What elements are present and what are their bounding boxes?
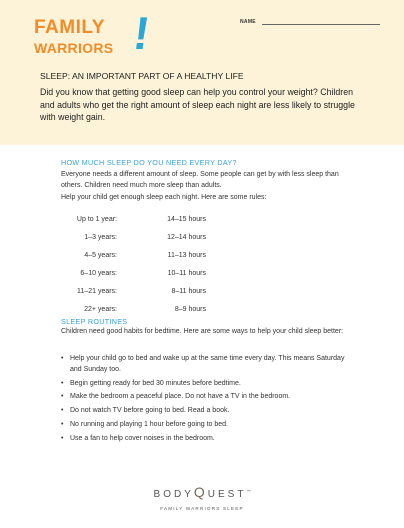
page-subtitle: SLEEP: AN IMPORTANT PART OF A HEALTHY LIFE	[40, 71, 244, 81]
section2-paragraph: Children need good habits for bedtime. Here are some ways to help your child sleep better:	[61, 328, 344, 335]
sleep-hours-table	[61, 216, 221, 325]
section-heading-sleep-amount: HOW MUCH SLEEP DO YOU NEED EVERY DAY?	[61, 158, 237, 167]
logo-exclamation: !	[130, 7, 153, 59]
bullet-icon: •	[61, 393, 64, 400]
brand-text-left: BODY	[153, 489, 194, 500]
hours-value: 10–11 hours	[167, 270, 206, 278]
list-item-text: Use a fan to help cover noises in the bedroom.	[70, 435, 215, 442]
hours-value: 11–13 hours	[167, 252, 206, 260]
bullet-icon: •	[61, 407, 64, 414]
list-item-text: Help your child go to bed and wake up at the same time every day. This means Saturday and Sunday too.	[70, 355, 345, 373]
age-label: 1–3 years:	[84, 234, 117, 242]
intro-paragraph: Did you know that getting good sleep can help you control your weight? Children and adults who get the right amount of sleep each night are less likely to struggle with weight gain.	[40, 87, 355, 122]
list-item-text: Make the bedroom a peaceful place. Do not have a TV in the bedroom.	[70, 393, 291, 400]
brand-text-right: UEST	[207, 489, 247, 500]
list-item-text: Do not watch TV before going to bed. Read a book.	[70, 407, 230, 414]
table-row	[61, 288, 221, 306]
name-field-line[interactable]	[262, 24, 380, 25]
age-label: 11–21 years:	[77, 288, 117, 296]
table-row	[61, 252, 221, 270]
table-row	[61, 216, 221, 234]
hours-value: 14–15 hours	[167, 216, 206, 223]
bullet-icon: •	[61, 355, 64, 362]
section1-rules-intro: Help your child get enough sleep each night. Here are some rules:	[61, 194, 267, 201]
hours-value: 12–14 hours	[167, 234, 206, 242]
logo-family: FAMILY	[34, 17, 105, 38]
footer-subtitle: FAMILY WARRIORS SLEEP	[160, 506, 244, 511]
table-row	[61, 270, 221, 288]
age-label: 22+ years:	[84, 306, 117, 314]
age-label: Up to 1 year:	[76, 216, 117, 223]
section1-paragraph: Everyone needs a different amount of sleep. Some people can get by with less sleep than others. Children need much more sleep than adults.	[61, 171, 339, 189]
section-heading-sleep-routines: SLEEP ROUTINES	[61, 317, 128, 326]
bullet-icon: •	[61, 380, 64, 387]
age-label: 4–5 years:	[84, 252, 117, 260]
list-item-text: Begin getting ready for bed 30 minutes before bedtime.	[70, 380, 241, 387]
name-label: NAME	[240, 19, 256, 25]
bodyquest-logo	[0, 484, 404, 500]
logo-warriors: WARRIORS	[34, 40, 114, 56]
trademark-mark: ™	[246, 488, 251, 494]
hours-value: 8–11 hours	[171, 288, 206, 296]
table-row	[61, 234, 221, 252]
bullet-icon: •	[61, 435, 64, 442]
list-item-text: No running and playing 1 hour before going to bed.	[70, 421, 229, 428]
hours-value: 8–9 hours	[174, 306, 206, 314]
age-label: 6–10 years:	[80, 270, 117, 278]
brand-text-q: Q	[193, 484, 208, 500]
bullet-icon: •	[61, 421, 64, 428]
